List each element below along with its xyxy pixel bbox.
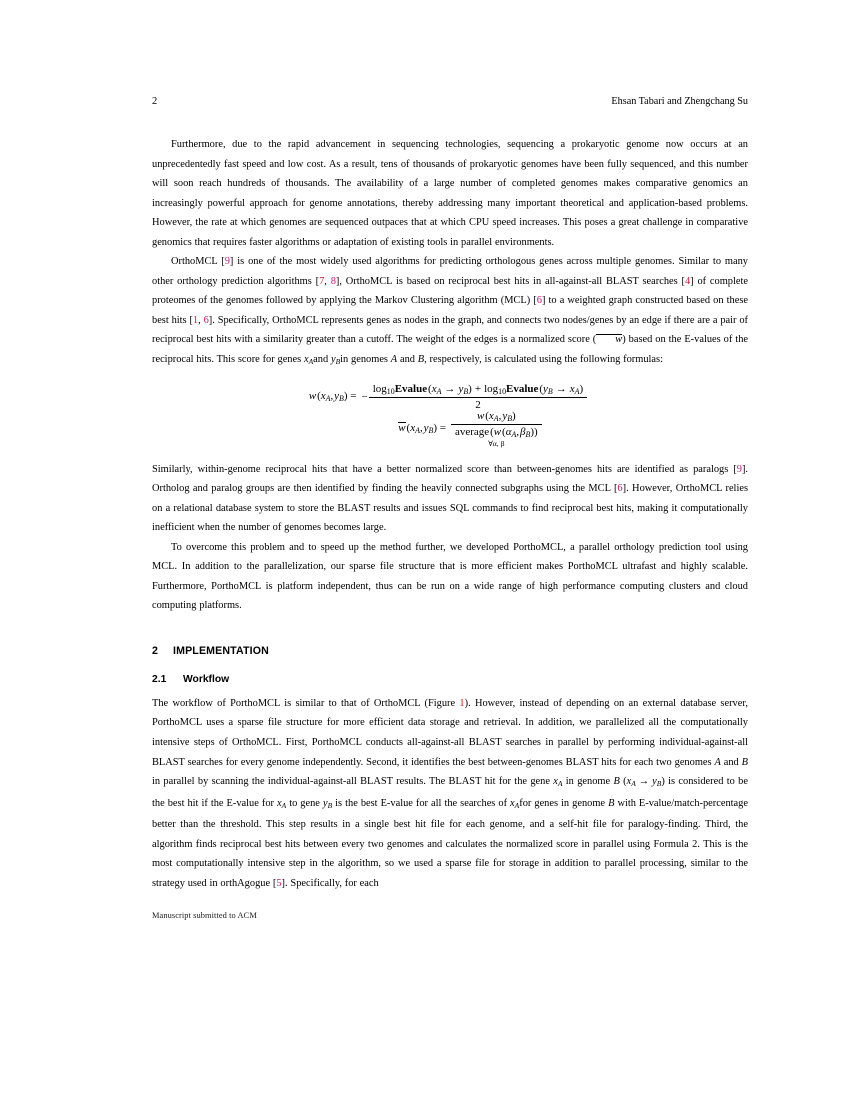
inline-math-genome-b: B — [417, 354, 425, 366]
inline-math-sub-a: A — [308, 357, 314, 367]
text-segment: in genomes — [340, 354, 391, 366]
eq2-num-function: w — [476, 409, 485, 422]
equation-1-minus-sign: − — [361, 390, 368, 403]
running-head-authors: Ehsan Tabari and Zhengchang Su — [611, 96, 748, 107]
inline-math-y: y — [330, 354, 336, 366]
inline-y-1: y — [652, 776, 657, 788]
eq1-num2-sub-a: A — [574, 386, 580, 396]
page-content — [152, 95, 748, 894]
eq2-den-sub-b: B — [525, 430, 531, 440]
citation-link-8[interactable]: 8 — [330, 275, 336, 287]
eq1-num2-y: y — [543, 382, 548, 395]
eq1-function: w — [308, 390, 317, 403]
citation-link-6c[interactable]: 6 — [617, 483, 623, 495]
eq1-sub-a: A — [325, 394, 331, 404]
inline-math-x: x — [303, 354, 309, 366]
text-segment: OrthoMCL [ — [171, 256, 225, 268]
eq2-w-bar: w — [398, 422, 406, 435]
text-segment: ], OrthoMCL is based on reciprocal best hits in all-against-all BLAST searches [ — [335, 275, 685, 287]
citation-link-6[interactable]: 6 — [536, 295, 542, 307]
inline-x-sub-2: A — [631, 779, 636, 789]
subsection-title: Workflow — [183, 673, 230, 685]
text-segment: in parallel by scanning the individual-against-all BLAST results. The BLAST hit for the gene — [152, 776, 554, 788]
page-footer: Manuscript submitted to ACM — [152, 911, 257, 920]
eq2-num-sub-b: B — [507, 414, 513, 424]
equation-1-fraction — [369, 383, 587, 411]
inline-x-sub-3: A — [281, 800, 287, 810]
eq1-num2-x: x — [569, 382, 575, 395]
equation-2-denominator — [451, 425, 542, 447]
equation-1-denominator: 2 — [475, 398, 481, 411]
text-segment: ]. Specifically, for each — [281, 878, 379, 890]
citation-link-7[interactable]: 7 — [319, 275, 325, 287]
subsection-heading-workflow — [152, 674, 748, 685]
eq2-den-alpha: α — [505, 426, 512, 439]
eq1-var-x: x — [320, 390, 326, 403]
equation-1-lhs: w ($x_A$, $y_B$) = — [308, 390, 357, 404]
inline-x-4: x — [510, 797, 515, 809]
citation-link-4[interactable]: 4 — [684, 275, 691, 287]
eq1-num-sub-b: B — [463, 386, 469, 396]
text-segment: for genes in genome — [519, 797, 609, 809]
inline-x-2: x — [626, 776, 632, 788]
inline-math-genome-a: A — [390, 354, 398, 366]
inline-y-2: y — [322, 797, 328, 809]
eq1-sub-b: B — [339, 394, 344, 404]
equation-2 — [192, 410, 748, 448]
text-segment: is the best E-value for all the searches of — [332, 797, 511, 809]
eq2-num-sub-a: A — [493, 414, 499, 424]
section-number: 2 — [152, 644, 159, 657]
eq1-num-y: y — [458, 382, 464, 395]
equation-2-quantifier: ∀α, β — [488, 438, 505, 448]
inline-genome-b-3: B — [608, 797, 615, 809]
paragraph-intro: Furthermore, due to the rapid advancement in sequencing technologies, sequencing a prokaryotic genome now occurs at an unprecedentedly fast speed and low cost. As a result, tens of thousands of prokaryotic genomes have been fully sequenced, and this number will soon reach hundreds of thousands. The availability of a large number of completed genomes makes comparative genomics an increasingly powerful approach for genome annotations, thereby addressing many important theoretical and application-based problems. However, the rate at which genomes are sequenced outpaces that at which CPU speed increases. This poses a great challenge in comparative genomics that requires faster algorithms or adaptation of existing tools in parallel environments. — [152, 139, 748, 248]
eq1-num-sub-a: A — [436, 386, 442, 396]
eq1-num-x: x — [431, 382, 437, 395]
paragraph-workflow — [152, 694, 748, 894]
text-segment: ] of complete proteomes of the genomes followed by applying the Markov Clustering algorithm (MCL) [ — [152, 275, 749, 307]
eq2-den-sub-a: A — [511, 430, 517, 440]
eq1-var-y: y — [334, 390, 340, 403]
equation-2-average-expr: average (w ($\alpha_A$, $\beta_B$)) — [455, 426, 538, 440]
citation-link-9[interactable]: 9 — [224, 256, 230, 268]
log-base-2: 10 — [498, 386, 507, 396]
eq2-var-x: x — [410, 422, 416, 435]
text-segment: , — [198, 314, 204, 326]
text-segment: ) is considered to be the best hit if the E-value for — [152, 776, 748, 809]
text-segment: ]. However, OrthoMCL relies on a relational database system to store the BLAST results and issues SQL commands to find reciprocal best hits, making it computationally inefficient when the number of genomes becomes large. — [152, 483, 748, 534]
inline-math-sub-b: B — [335, 357, 341, 367]
text-segment: ]. Ortholog and paralog groups are then identified by finding the heavily connected subgraphs using the MCL [ — [152, 463, 748, 495]
evalue-label-1: Evalue — [394, 382, 428, 395]
citation-link-6b[interactable]: 6 — [203, 314, 209, 326]
equation-2-denominator-stack — [455, 427, 538, 447]
eq1-arrow-1: → — [444, 382, 456, 395]
subsection-number: 2.1 — [152, 673, 167, 685]
page-number: 2 — [152, 96, 158, 107]
paragraph-paralogs — [152, 460, 748, 538]
eq2-var-y: y — [423, 422, 429, 435]
text-segment: and — [313, 354, 331, 366]
text-segment: ( — [619, 776, 627, 788]
equation-2-fraction — [451, 410, 542, 448]
citation-link-1[interactable]: 1 — [192, 314, 199, 326]
text-segment: ) based on the E-values of the reciprocal hits. This score for genes — [152, 334, 748, 366]
inline-genome-b-2: B — [613, 776, 620, 788]
eq2-sub-a: A — [415, 426, 420, 436]
text-segment: in genome — [562, 776, 614, 788]
text-segment: , respectively, is calculated using the following formulas: — [424, 354, 663, 366]
eq2-num-y: y — [502, 409, 508, 422]
section-heading-implementation — [152, 645, 748, 657]
inline-math-w-bar: w — [596, 334, 622, 345]
inline-x-sub-1: A — [557, 779, 563, 789]
text-segment: and — [397, 354, 418, 366]
inline-x-3: x — [277, 797, 282, 809]
inline-genome-b-1: B — [741, 756, 748, 768]
text-segment: with E-value/match-percentage better than the threshold. This step results in a single best hit file for each genome, and a self-hit file for paralogy-finding. Third, the algorithm finds reciprocal best hits between every two genomes and calculates the normalized score in parallel using Formula 2. This is the most computationally intensive step in the algorithm, so we used a sparse file for storage in addition to parallel processing, similar to the strategy used in orthAgogue [ — [152, 797, 748, 890]
inline-y-sub-1: B — [656, 779, 662, 789]
running-head — [152, 95, 748, 109]
text-segment: , — [324, 275, 331, 287]
equation-1-numerator: $\log_{10}Evalue$ $(x_A \to y_B)$ + $\log_{10}Evalue$ $(y_B \to x_A)$ — [372, 382, 584, 396]
citation-link-5[interactable]: 5 — [276, 878, 282, 890]
inline-x-sub-4: A — [514, 800, 520, 810]
paragraph-orthomcl — [152, 252, 748, 371]
eq2-den-beta: β — [520, 426, 526, 439]
text-segment: ] is one of the most widely used algorithms for predicting orthologous genes across multiple genomes. Similar to many other orthology prediction algorithms [ — [152, 256, 748, 287]
inline-genome-a-1: A — [714, 756, 721, 768]
text-segment: ). However, instead of depending on an external database server, PorthoMCL uses a sparse file structure for more efficient data storage and retrieval. In addition, we parallelized all the computationally intensive steps of OrthoMCL. First, PorthoMCL conducts all-against-all BLAST searches in parallel by performing individual-against-all BLAST searches for every genome independently. Second, it identifies the best between-genomes BLAST hits for each two genomes — [152, 697, 749, 768]
text-segment: ]. Specifically, OrthoMCL represents genes as nodes in the graph, and connects two nodes/genes by an edge if there are a pair of reciprocal best hits with a similarity greater than a cutoff. The weight of the edges is a normalized score ( — [152, 314, 748, 346]
log-label-1: log — [372, 382, 387, 395]
inline-arrow-1: → — [638, 776, 650, 788]
inline-x-1: x — [553, 776, 558, 788]
equation-2-lhs: w ($x_A$, $y_B$) = — [398, 422, 446, 436]
eq1-num2-sub-b: B — [547, 386, 553, 396]
citation-link-9b[interactable]: 9 — [736, 463, 742, 475]
section-title: IMPLEMENTATION — [173, 644, 269, 657]
average-label: average — [455, 426, 490, 439]
eq2-sub-b: B — [428, 426, 434, 436]
text-segment: ] to a weighted graph constructed based on these best hits [ — [152, 295, 748, 326]
display-equations — [152, 383, 748, 448]
equation-1 — [148, 383, 748, 411]
text-segment: to gene — [286, 797, 323, 809]
evalue-label-2: Evalue — [506, 382, 539, 395]
eq2-den-function: w — [493, 426, 502, 439]
figure-reference-link[interactable]: 1 — [459, 697, 465, 709]
text-segment: and — [720, 756, 742, 768]
eq1-arrow-2: → — [555, 382, 567, 395]
eq2-num-x: x — [488, 409, 494, 422]
equation-2-numerator: w ($x_A$, $y_B$) — [476, 409, 516, 424]
inline-y-sub-2: B — [327, 800, 333, 810]
paragraph-porthomcl: To overcome this problem and to speed up the method further, we developed PorthoMCL, a parallel orthology prediction tool using MCL. In addition to the parallelization, our sparse file structure that is more efficient makes PorthoMCL ultrafast and highly scalable. Furthermore, PorthoMCL is platform independent, thus can be run on a wide range of high performance computing clusters and cloud computing platforms. — [152, 541, 748, 612]
text-segment: Similarly, within-genome reciprocal hits that have a better normalized score than between-genomes hits are identified as paralogs [ — [152, 463, 737, 475]
text-segment: The workflow of PorthoMCL is similar to that of OrthoMCL (Figure — [152, 697, 460, 709]
eq1-plus: + — [474, 382, 482, 395]
log-label-2: log — [484, 382, 499, 395]
log-base-1: 10 — [386, 386, 395, 396]
